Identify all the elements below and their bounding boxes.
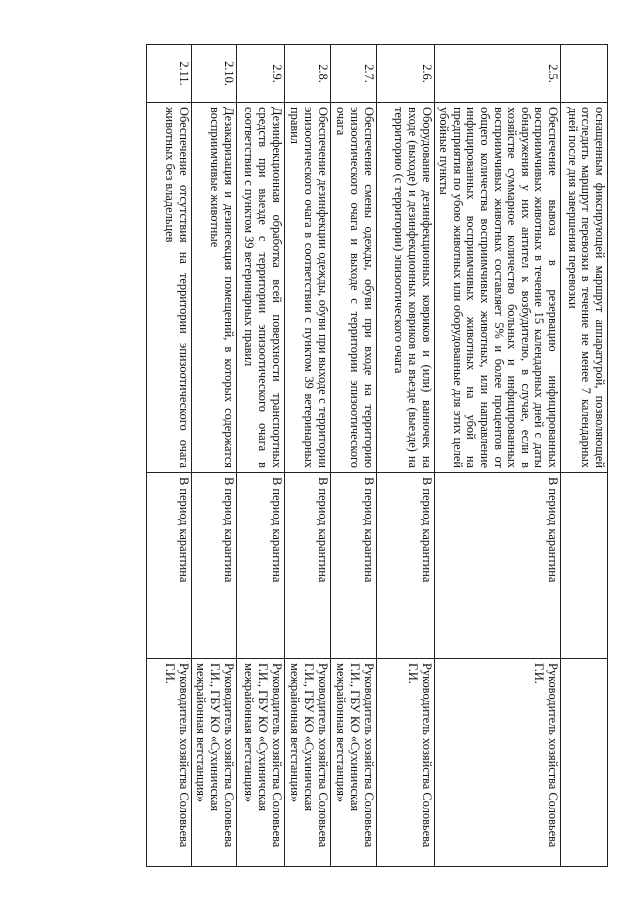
row-number: 2.9. — [236, 45, 284, 103]
term-text: В период карантина — [146, 473, 191, 659]
table-row — [376, 45, 434, 867]
row-number — [561, 45, 608, 103]
row-number: 2.6. — [376, 45, 434, 103]
responsible-text — [561, 659, 608, 867]
responsible-text: Руководитель хозяйства Соловьева Г.И., ГБУ КО «Сухиничская межрайонная ветстанция» — [191, 659, 236, 867]
measure-text: Дезинфекционная обработка всей поверхности транспортных средств при выезде с территории эпизоотического очага в соответствии с пунктом 39 ветеринарных правил — [236, 103, 284, 473]
table-row — [434, 45, 560, 867]
term-text: В период карантина — [376, 473, 434, 659]
measure-text: Обеспечение дезинфекции одежды, обуви при выходе с территории эпизоотического очага в соответствии с пунктом 39 ветеринарных правил — [284, 103, 330, 473]
row-number: 2.8. — [284, 45, 330, 103]
responsible-text: Руководитель хозяйства Соловьева Г.И., ГБУ КО «Сухиничская межрайонная ветстанция» — [236, 659, 284, 867]
responsible-text: Руководитель хозяйства Соловьева Г.И. — [146, 659, 191, 867]
term-text: В период карантина — [284, 473, 330, 659]
measure-text: оснащенным фиксирующей маршрут аппаратурой, позволяющей отследить маршрут перевозки в течение не менее 7 календарных дней после дня завершения перевозки — [561, 103, 608, 473]
measure-text: Обеспечение смены одежды, обуви при входе на территорию эпизоотического очага и выходе с территории эпизоотического очага — [330, 103, 376, 473]
row-number: 2.11. — [146, 45, 191, 103]
table-row — [330, 45, 376, 867]
measure-text: Обеспечение вывоза в резервацию инфицированных восприимчивых животных в течение 15 календарных дней с даты обнаружения у них антител к возбудителю, в случае, если в хозяйстве суммарное количество больных и инфицированных восприимчивых животных составляет 5% и более процентов от общего количества восприимчивых животных, или направление инфицированных восприимчивых животных на убой на предприятия по убою животных или оборудованные для этих целей убойные пункты — [434, 103, 560, 473]
measure-text: Обеспечение отсутствия на территории эпизоотического очага животных без владельцев — [146, 103, 191, 473]
term-text: В период карантина — [236, 473, 284, 659]
row-number: 2.7. — [330, 45, 376, 103]
term-text: В период карантина — [330, 473, 376, 659]
term-text: В период карантина — [434, 473, 560, 659]
row-number: 2.5. — [434, 45, 560, 103]
responsible-text: Руководитель хозяйства Соловьева Г.И. — [434, 659, 560, 867]
responsible-text: Руководитель хозяйства Соловьева Г.И. — [376, 659, 434, 867]
measure-text: Оборудование дезинфекционных ковриков и (или) ванночек на входе (выходе) и дезинфекционных ковриков на въезде (выезде) на территорию (с территории) эпизоотического очага — [376, 103, 434, 473]
responsible-text: Руководитель хозяйства Соловьева Г.И., ГБУ КО «Сухиничская межрайонная ветстанция» — [330, 659, 376, 867]
measures-table — [146, 44, 608, 867]
term-text — [561, 473, 608, 659]
term-text: В период карантина — [191, 473, 236, 659]
table-row — [284, 45, 330, 867]
responsible-text: Руководитель хозяйства Соловьева Г.И., ГБУ КО «Сухиничская межрайонная ветстанция» — [284, 659, 330, 867]
measure-text: Дезакаризация и дезинсекция помещений, в которых содержатся восприимчивые животные — [191, 103, 236, 473]
table-row — [146, 45, 191, 867]
table-row — [236, 45, 284, 867]
table-row — [191, 45, 236, 867]
row-number: 2.10. — [191, 45, 236, 103]
table-row — [561, 45, 608, 867]
